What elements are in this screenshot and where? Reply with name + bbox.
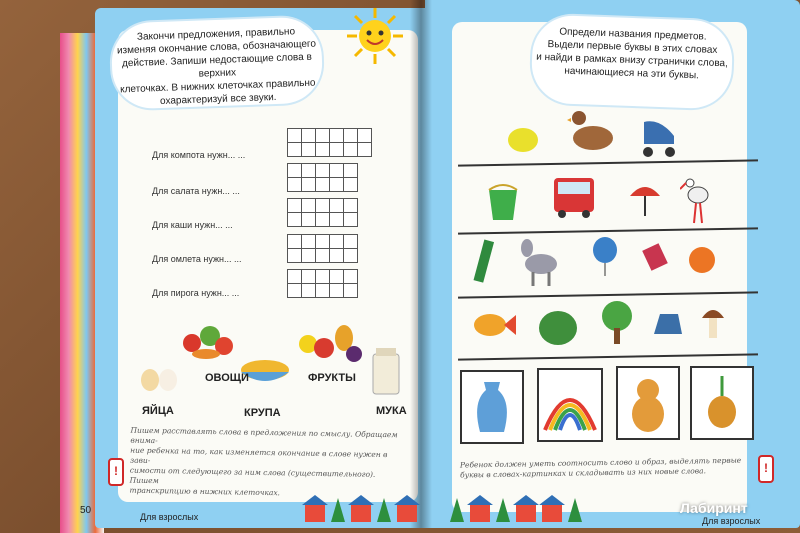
word-yaytsa: ЯЙЦА [142, 405, 174, 417]
question-line: Для пирога нужн... ... [152, 288, 240, 298]
frame-cat [616, 366, 680, 440]
word-frukty: ФРУКТЫ [308, 372, 356, 384]
vegetables-illustration [178, 318, 238, 363]
word-krupa: КРУПА [244, 407, 281, 419]
candy-picture [638, 234, 672, 280]
question-line: Для каши нужн... ... [152, 220, 233, 230]
question-line: Для салата нужн... ... [152, 186, 240, 196]
pencil-picture [468, 236, 498, 292]
right-instruction-line: и найди в рамках внизу странички слова, [536, 51, 729, 70]
eggs-illustration [138, 368, 182, 392]
footnote-line: симости от следующего за ним слова (существительного). Пишем [129, 465, 376, 486]
houses-decoration-left [305, 498, 417, 522]
footnote-line: транскрипцию в нижних клеточках. [129, 485, 281, 498]
flour-bag-illustration [370, 346, 402, 396]
left-page-label: Для взрослых [140, 512, 199, 522]
question-line: Для компота нужн... ... [152, 150, 246, 160]
left-instruction-line: действие. Запиши недостающие слова в верхних [121, 51, 312, 80]
watermark-logo: Лабиринт [680, 500, 748, 516]
watermelon-picture [537, 308, 579, 348]
right-instruction-line: Определи названия предметов. [559, 26, 707, 43]
right-page-label: Для взрослых [702, 516, 761, 526]
footnote-line: Пишем расставлять слова в предложения по смыслу. Обращаем внима- [130, 425, 398, 446]
iron-picture [650, 304, 686, 344]
duck-picture [567, 104, 617, 156]
left-instruction-line: изменяя окончание слова, обозначающего [116, 38, 317, 57]
left-instruction-line: клеточках. В нижних клеточках правильно [119, 77, 316, 96]
bus-picture [550, 172, 598, 220]
stork-picture [680, 175, 714, 225]
lemon-picture [505, 122, 541, 158]
frame-rainbow [537, 368, 603, 442]
exclamation-icon: ! [108, 458, 124, 486]
fruits-illustration [296, 318, 366, 366]
tree-picture [600, 298, 634, 346]
bucket-picture [485, 180, 521, 222]
left-instruction-line: Закончи предложения, правильно [136, 26, 296, 43]
right-instruction-cloud [531, 15, 734, 110]
question-line: Для омлета нужн... ... [152, 254, 242, 264]
left-footnote [129, 426, 402, 501]
donkey-picture [515, 232, 565, 288]
houses-decoration-right [450, 498, 582, 522]
exclamation-icon: ! [758, 455, 774, 483]
orange-picture [687, 244, 717, 276]
sun-icon [345, 6, 405, 66]
stroller-picture [638, 116, 682, 160]
footnote-line: буквы в словах-картинках и складывать из них новые слова. [460, 466, 707, 480]
umbrella-picture [628, 180, 662, 220]
footnote-line: Ребенок должен уметь соотносить слово и образ, выделять первые [459, 455, 742, 470]
word-ovoshchi: ОВОЩИ [205, 372, 249, 384]
page-number: 50 [80, 505, 92, 516]
left-instruction-line: охарактеризуй все звуки. [159, 91, 277, 108]
right-instruction-line: начинающиеся на эти буквы. [564, 65, 700, 82]
mushroom-picture [700, 304, 726, 342]
fish-picture [468, 305, 516, 345]
frame-vase [460, 370, 524, 444]
frame-onion [690, 366, 754, 440]
right-instruction-line: Выдели первые буквы в этих словах [547, 39, 718, 56]
balloon-picture [590, 236, 620, 276]
word-muka: МУКА [376, 405, 407, 417]
left-instruction-cloud [111, 16, 324, 109]
book-gutter [410, 0, 432, 528]
footnote-line: ние ребенка на то, как изменяется окончание в слове нужен в зави- [129, 445, 388, 465]
